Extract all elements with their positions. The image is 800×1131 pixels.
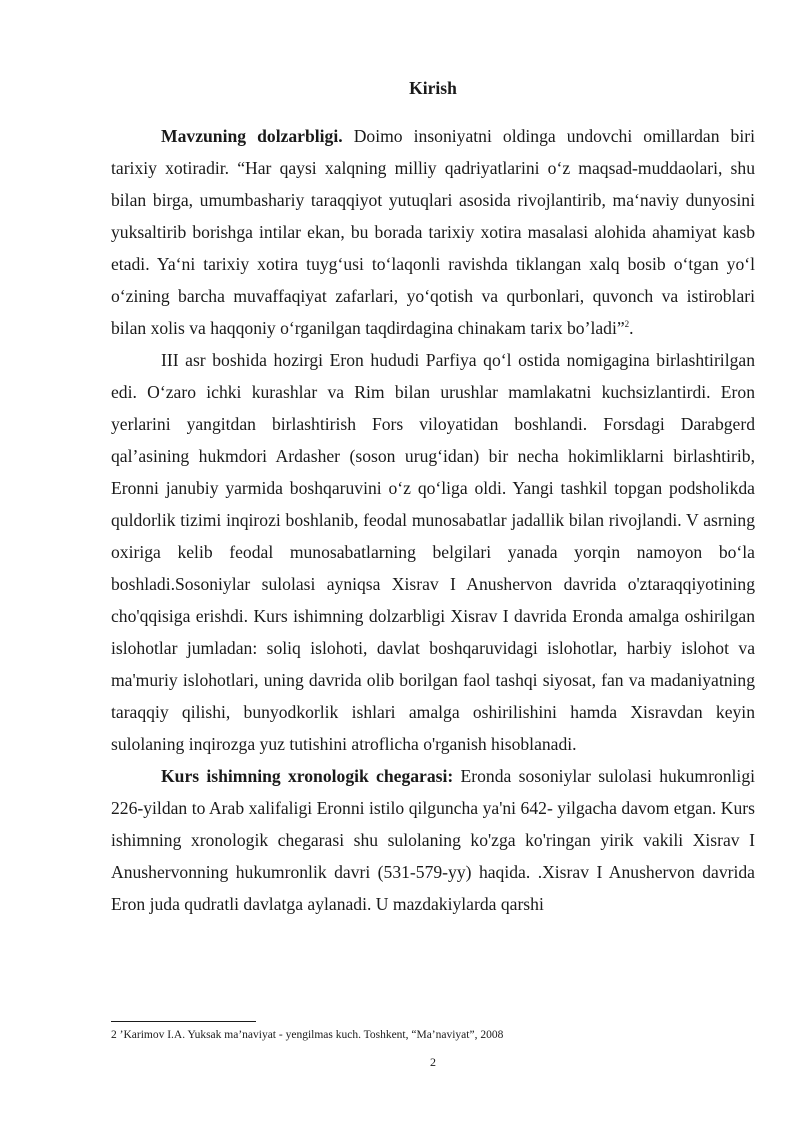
paragraph-history bbox=[111, 344, 755, 760]
paragraph-lead: Mavzuning dolzarbligi. bbox=[161, 126, 343, 146]
paragraph-lead: Kurs ishimning xronologik chegarasi: bbox=[161, 766, 454, 786]
paragraph-text: Eronda sosoniylar sulolasi hukumronligi 226-yildan to Arab xalifaligi Eronni istilo qilguncha ya'ni 642- yilgacha davom etgan. Kurs ishimning xronologik chegarasi shu sulolaning ko'zga ko'ringan yirik vakili Xisrav I Anushervonning hukumronlik davri (531-579-yy) haqida. .Xisrav I Anushervon davrida Eron juda qudratli davlatga aylanadi. U mazdakiylarda qarshi bbox=[111, 766, 756, 914]
footnote-reference[interactable]: 2 bbox=[624, 319, 630, 330]
body-text bbox=[111, 120, 755, 920]
page-number: 2 bbox=[430, 1055, 436, 1069]
footnote: 2 ’Karimov I.A. Yuksak ma’naviyat - yengilmas kuch. Toshkent, “Ma’naviyat”, 2008 bbox=[111, 1029, 504, 1041]
paragraph-tail: . bbox=[629, 318, 634, 338]
footnote-separator bbox=[111, 1021, 256, 1022]
paragraph-text: Doimo insoniyatni oldinga undovchi omillardan biri tarixiy xotiradir. “Har qaysi xalqning milliy qadriyatlarini o‘z maqsad-muddaolari, shu bilan birga, umumbashariy taraqqiyot yutuqlari asosida rivojlantirib, ma‘naviy dunyosini yuksaltirib borishga intilar ekan, bu borada tarixiy xotira masalasi alohida ahamiyat kasb etadi. Ya‘ni tarixiy xotira tuyg‘usi to‘laqonli ravishda tiklangan xalq bosib o‘tgan yo‘l o‘zining barcha muvaffaqiyat zafarlari, yo‘qotish va qurbonlari, quvonch va istiroblari bilan xolis va haqqoniy o‘rganilgan taqdirdagina chinakam tarix bo’ladi” bbox=[111, 126, 755, 338]
paragraph-relevance bbox=[111, 120, 755, 344]
page-heading: Kirish bbox=[409, 78, 457, 98]
paragraph-text: III asr boshida hozirgi Eron hududi Parfiya qo‘l ostida nomigagina birlashtirilgan edi. O‘zaro ichki kurashlar va Rim bilan urushlar mamlakatni kuchsizlantirdi. Eron yerlarini yangitdan birlashtirish Fors viloyatidan boshlandi. Forsdagi Darabgerd qal’asining hukmdori Ardasher (soson urug‘idan) bir necha hokimliklarni birlashtirib, Eronni janubiy yarmida boshqaruvini o‘z qo‘liga oldi. Yangi tashkil topgan podsholikda quldorlik tizimi inqirozi boshlanib, feodal munosabatlar jadallik bilan rivojlandi. V asrning oxiriga kelib feodal munosabatlarning belgilari yanada yorqin namoyon bo‘la boshladi.Sosoniylar sulolasi ayniqsa Xisrav I Anushervon davrida o'ztaraqqiyotining cho'qqisiga erishdi. Kurs ishimning dolzarbligi Xisrav I davrida Eronda amalga oshirilgan islohotlar jumladan: soliq islohoti, davlat boshqaruvidagi islohotlar, harbiy islohot va ma'muriy islohotlari, uning davrida olib borilgan faol tashqi siyosat, fan va madaniyatning taraqqiy qilishi, bunyodkorlik ishlari amalga oshirilishini hamda Xisravdan keyin sulolaning inqirozga yuz tutishini atroflicha o'rganish hisoblanadi. bbox=[111, 350, 755, 754]
paragraph-chronology bbox=[111, 760, 755, 920]
